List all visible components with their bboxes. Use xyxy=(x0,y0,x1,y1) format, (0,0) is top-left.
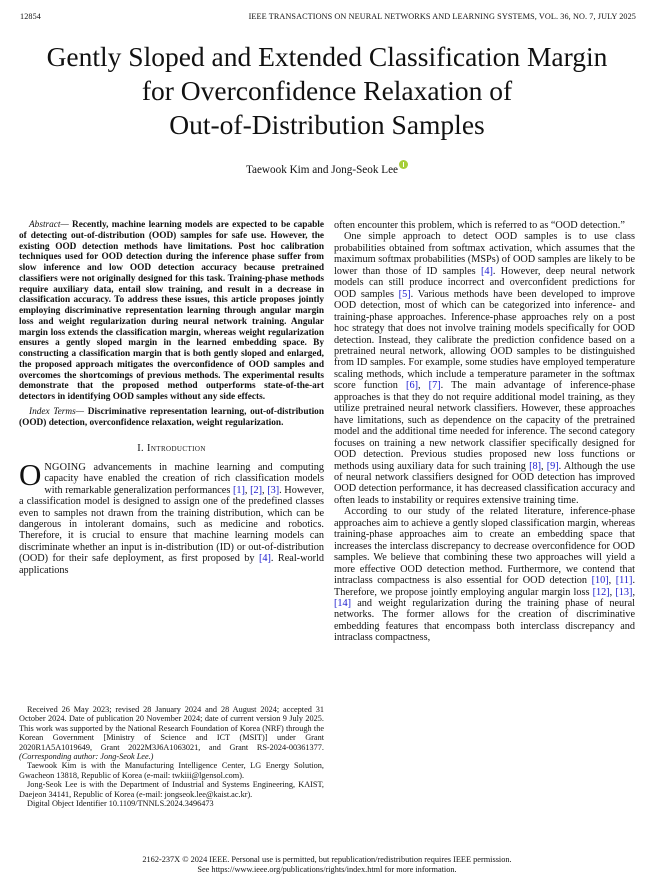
citation-link[interactable]: [14] xyxy=(334,597,352,609)
abstract-label: Abstract— xyxy=(29,220,69,230)
paper-title xyxy=(10,40,644,142)
footnotes xyxy=(19,705,324,808)
copyright-line: 2162-237X © 2024 IEEE. Personal use is permitted, but republication/redistribution requires IEEE permission. xyxy=(142,855,512,864)
citation-link[interactable]: [7] xyxy=(428,380,441,392)
footnote-author-2: Jong-Seok Lee is with the Department of Industrial and Systems Engineering, KAIST, Daejeon 34141, Republic of Korea (e-mail: jongseok.lee@kaist.ac.kr). xyxy=(19,780,324,799)
citation-link[interactable]: [12] xyxy=(592,586,610,598)
citation-link[interactable]: [2] xyxy=(250,484,263,496)
citation-link[interactable]: [3] xyxy=(267,484,280,496)
drop-cap: O xyxy=(19,456,42,492)
citation-link[interactable]: [6] xyxy=(406,380,418,392)
left-column xyxy=(19,220,324,576)
citation-link[interactable]: [4] xyxy=(258,553,271,565)
citation-link[interactable]: [13] xyxy=(615,586,633,598)
abstract-text: Recently, machine learning models are expected to be capable of detecting out-of-distribution (OOD) samples for safe use. However, the existing OOD detection methods have limitations. Post hoc calibration techniques used for OOD detection during the inference phase suffer from slow inference and low OOD detection accuracy because pretrained classifiers were not originally designed for this task. Training-phase methods require auxiliary data, entail slow training, and result in a decrease in classification accuracy. To address these issues, this article proposes jointly employing discriminative representation learning through angular margin loss and weight regularization during neural network training. Angular margin loss extends the classification margin, whereas weight regularization ensures a gently sloped margin in the learned embedding space. By constructing a classification margin that is both gently sloped and enlarged, the proposed approach mitigates the overconfidence of OOD samples and overcomes the shortcomings of previous methods. The experimental results demonstrate that the proposed method outperforms state-of-the-art detectors in identifying OOD samples without any side effects. xyxy=(19,220,324,402)
intro-paragraph-1-continued: often encounter this problem, which is referred to as “OOD detection.” xyxy=(334,220,625,231)
title-line-2: for Overconfidence Relaxation of xyxy=(141,75,513,106)
intro-first-word: NGOING xyxy=(44,461,87,473)
citation-link[interactable]: [1] xyxy=(232,484,245,496)
rights-link-line: See https://www.ieee.org/publications/rights/index.html for more information. xyxy=(197,865,457,875)
citation-link[interactable]: [9] xyxy=(546,460,559,472)
section-heading-introduction: I. Introduction xyxy=(137,443,206,455)
author-names: Taewook Kim and Jong-Seok Lee xyxy=(245,164,399,176)
running-header xyxy=(20,12,636,24)
copyright-footer xyxy=(0,855,654,876)
footnote-author-1: Taewook Kim is with the Manufacturing Intelligence Center, LG Energy Solution, Gwacheon 13818, Republic of Korea (e-mail: twkiii@lgensol.com). xyxy=(19,761,324,780)
right-column xyxy=(334,220,635,644)
index-terms-text: Discriminative representation learning, out-of-distribution (OOD) detection, overconfidence relaxation, weight regularization. xyxy=(19,406,324,428)
journal-name: IEEE TRANSACTIONS ON NEURAL NETWORKS AND LEARNING SYSTEMS, VOL. 36, NO. 7, JULY 2025 xyxy=(248,12,636,21)
orcid-icon[interactable] xyxy=(399,160,408,169)
title-line-1: Gently Sloped and Extended Classification Margin xyxy=(46,41,608,72)
page-number: 12854 xyxy=(20,12,41,21)
index-terms-label: Index Terms— xyxy=(29,406,85,417)
title-line-3: Out-of-Distribution Samples xyxy=(169,109,485,140)
index-terms xyxy=(19,407,324,429)
intro-paragraph-3: According to our study of the related literature, inference-phase approaches aim to achieve a gently sloped classification margin, whereas training-phase approaches aim to create an embedding space that increases the interclass discrepancy to decrease overconfidence for OOD samples. We believe that combining these two approaches will yield a more effective OOD detection method. Furthermore, we contend that intraclass compactness is also essential for OOD detection [10], [11]. Therefore, we propose jointly employing angular margin loss [12], [13], [14] and weight regularization during the training phase of neural networks. The former allows for the creation of discriminative embedding features that encompass both interclass discrepancy and intraclass compactness, xyxy=(334,506,635,644)
citation-link[interactable]: [11] xyxy=(615,575,633,587)
footnote-received: Received 26 May 2023; revised 28 January 2024 and 28 August 2024; accepted 31 October 2024. Date of publication 20 November 2024; date of current version 9 July 2025. This work was supported by the National Research Foundation of Korea (NRF) through the Korean Government [Ministry of Science and ICT (MSIT)] under Grant 2020R1A5A1019649, Grant 2022M3J6A1063021, and Grant RS-2024-00361377. (Corresponding author: Jong-Seok Lee.) xyxy=(19,705,324,762)
author-list xyxy=(0,160,654,176)
intro-paragraph-2: One simple approach to detect OOD samples is to use class probabilities obtained from softmax activation, which assumes that the maximum softmax probabilities (MSPs) of OOD samples are likely to be lower than those of ID samples [4]. However, deep neural network models can still produce incorrect and overconfident predictions for OOD samples [5]. Various methods have been developed to improve OOD detection, most of which can be categorized into inference- and training-phase approaches. Inference-phase approaches rely on a post hoc strategy that does not involve training models specifically for OOD detection. Instead, they calibrate the prediction confidence based on a pretrained neural network, allowing OOD samples to be distinguished from ID samples. For example, some studies have employed temperature scaling methods, which include a temperature parameter in the softmax score function [6], [7]. The main advantage of inference-phase approaches is that they do not require additional model training, as they utilize pretrained neural network classifiers. However, these approaches have limitations, such as dependence on the capacity of the pretrained model and the additional time needed for inference. The second category focuses on training a new network classifier specifically designed for OOD detection. Previous studies proposed new loss functions or methods using auxiliary data for such training [8], [9]. Although the use of neural network classifiers designed for OOD detection has improved OOD detection performance, it has decreased classification accuracy and often leads to instability or requires extensive training time. xyxy=(334,231,636,506)
citation-link[interactable]: [8] xyxy=(529,460,542,472)
citation-link[interactable]: [4] xyxy=(480,265,493,277)
citation-link[interactable]: [10] xyxy=(591,575,609,587)
abstract xyxy=(19,220,324,403)
footnote-doi: Digital Object Identifier 10.1109/TNNLS.2024.3496473 xyxy=(27,799,214,809)
intro-paragraph-1: ONGOING advancements in machine learning and computing capacity have enabled the creation of rich classification models with remarkable generalization performances [1], [2], [3]. However, a classification model is designed to assign one of the predefined classes even to samples not drawn from the training distribution, which can be dangerous in intolerant domains, such as medicine and robotics. Therefore, it is crucial to ensure that machine learning models can discriminate whether an input is in-distribution (ID) or out-of-distribution (OOD) for their safe deployment, as first proposed by [4]. Real-world applications xyxy=(19,456,325,576)
corresponding-author: (Corresponding author: Jong-Seok Lee.) xyxy=(19,752,154,762)
citation-link[interactable]: [5] xyxy=(398,288,411,300)
